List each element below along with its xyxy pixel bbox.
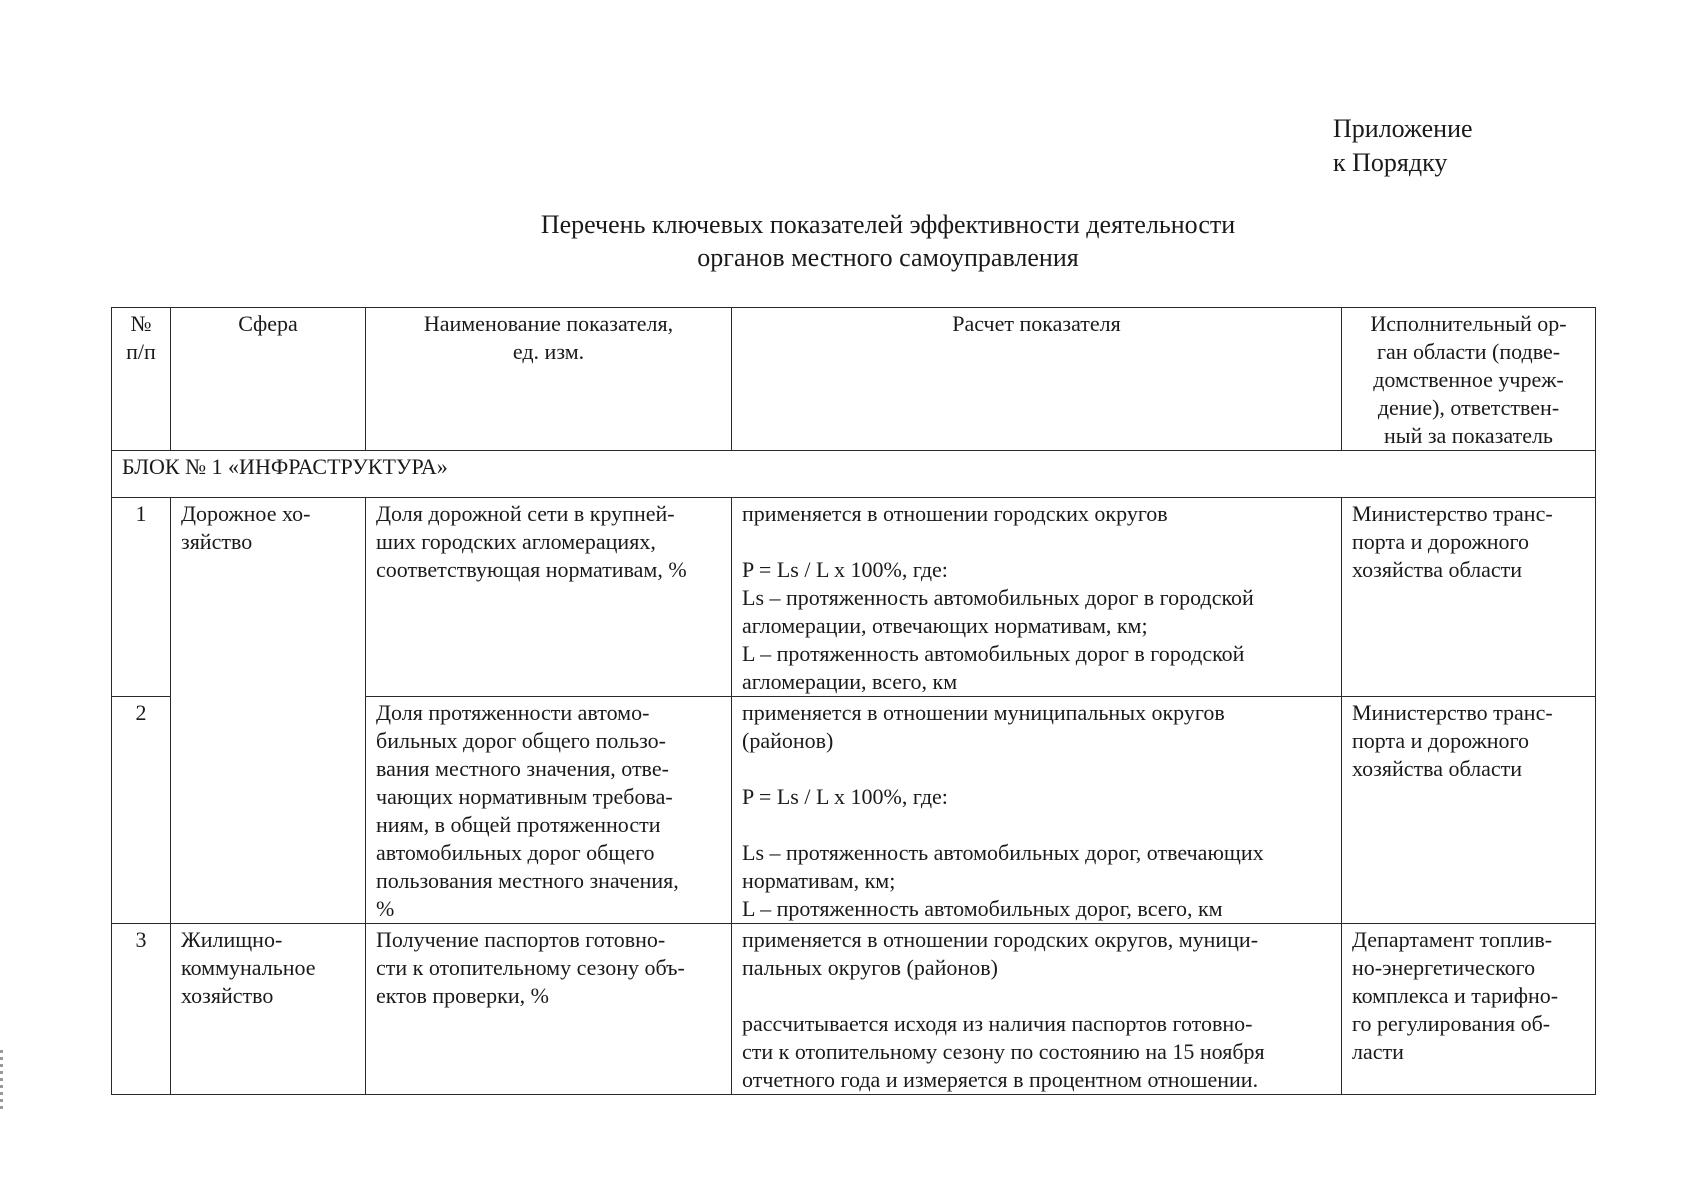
calc-line: L – протяженность автомобильных дорог, всего, км <box>742 896 1223 921</box>
table-row <box>112 924 1596 1095</box>
row-calculation <box>732 924 1342 1095</box>
name-line: пользования местного значения, <box>376 868 679 893</box>
sphere-line: хозяйство <box>181 983 274 1008</box>
org-line: Министерство транс- <box>1352 501 1553 526</box>
calc-line: агломерации, отвечающих нормативам, км; <box>742 613 1148 638</box>
calc-line: агломерации, всего, км <box>742 669 958 694</box>
header-org <box>1342 308 1596 451</box>
calc-spacer <box>742 811 1331 839</box>
title-line-1: Перечень ключевых показателей эффективности деятельности <box>540 210 1236 239</box>
title-line-2: органов местного самоуправления <box>697 243 1079 272</box>
calc-line: отчетного года и измеряется в процентном отношении. <box>742 1067 1259 1092</box>
sphere-line: коммунальное <box>181 955 316 980</box>
name-line: чающих нормативным требова- <box>376 784 673 809</box>
header-calc: Расчет показателя <box>732 308 1342 451</box>
block-title: БЛОК № 1 «ИНФРАСТРУКТУРА» <box>112 451 1596 498</box>
row-sphere <box>171 924 366 1095</box>
appendix-line-1: Приложение <box>1333 114 1473 143</box>
calc-line: Ls – протяженность автомобильных дорог, отвечающих <box>742 840 1264 865</box>
calc-line: применяется в отношении городских округов, муници- <box>742 927 1259 952</box>
row-responsible-org <box>1342 498 1596 697</box>
row-responsible-org <box>1342 924 1596 1095</box>
name-line: % <box>376 896 395 921</box>
header-name <box>366 308 732 451</box>
org-line: Министерство транс- <box>1352 700 1553 725</box>
name-line: сти к отопительному сезону объ- <box>376 955 685 980</box>
appendix-note <box>1333 112 1473 180</box>
calc-line: нормативам, км; <box>742 868 896 893</box>
org-line: порта и дорожного <box>1352 529 1529 554</box>
header-org-line-4: дение), ответствен- <box>1377 395 1560 420</box>
row-responsible-org <box>1342 697 1596 924</box>
header-org-line-1: Исполнительный ор- <box>1370 311 1567 336</box>
header-num-line-2: п/п <box>126 339 156 364</box>
header-org-line-2: ган области (подве- <box>1376 339 1561 364</box>
org-line: комплекса и тарифно- <box>1352 983 1559 1008</box>
document-title <box>0 208 1697 274</box>
row-indicator-name <box>366 697 732 924</box>
row-calculation <box>732 498 1342 697</box>
header-name-line-1: Наименование показателя, <box>423 311 674 336</box>
org-line: хозяйства области <box>1352 756 1523 781</box>
calc-line: применяется в отношении городских округов <box>742 501 1168 526</box>
row-sphere <box>171 498 366 924</box>
org-line: порта и дорожного <box>1352 728 1529 753</box>
calc-formula: P = Ls / L x 100%, где: <box>742 557 948 582</box>
calc-line: сти к отопительному сезону по состоянию на 15 ноября <box>742 1039 1265 1064</box>
name-line: соответствующая нормативам, % <box>376 557 687 582</box>
org-line: но-энергетического <box>1352 955 1536 980</box>
name-line: ших городских агломерациях, <box>376 529 656 554</box>
header-num-line-1: № <box>130 311 152 336</box>
block-row <box>112 451 1596 498</box>
calc-formula: P = Ls / L x 100%, где: <box>742 784 948 809</box>
appendix-line-2: к Порядку <box>1333 148 1448 177</box>
row-indicator-name <box>366 924 732 1095</box>
org-line: хозяйства области <box>1352 557 1523 582</box>
name-line: автомобильных дорог общего <box>376 840 655 865</box>
sphere-line: зяйство <box>181 529 253 554</box>
name-line: Получение паспортов готовно- <box>376 927 666 952</box>
kpi-table <box>111 307 1596 1095</box>
org-line: ласти <box>1352 1039 1404 1064</box>
row-calculation <box>732 697 1342 924</box>
sphere-line: Дорожное хо- <box>181 501 311 526</box>
calc-line: пальных округов (районов) <box>742 955 998 980</box>
calc-spacer <box>742 982 1331 1010</box>
header-sphere: Сфера <box>171 308 366 451</box>
header-num <box>112 308 171 451</box>
table-row <box>112 498 1596 697</box>
org-line: Департамент топлив- <box>1352 927 1553 952</box>
row-num: 1 <box>112 498 171 697</box>
calc-line: L – протяженность автомобильных дорог в городской <box>742 641 1245 666</box>
header-org-line-3: домственное учреж- <box>1373 367 1564 392</box>
row-indicator-name <box>366 498 732 697</box>
name-line: вания местного значения, отве- <box>376 756 669 781</box>
name-line: Доля дорожной сети в крупней- <box>376 501 675 526</box>
calc-line: Ls – протяженность автомобильных дорог в городской <box>742 585 1254 610</box>
name-line: ниям, в общей протяженности <box>376 812 661 837</box>
row-num: 3 <box>112 924 171 1095</box>
calc-line: рассчитывается исходя из наличия паспортов готовно- <box>742 1011 1253 1036</box>
calc-line: (районов) <box>742 728 834 753</box>
table-header-row <box>112 308 1596 451</box>
header-name-line-2: ед. изм. <box>512 339 585 364</box>
calc-spacer <box>742 528 1331 556</box>
org-line: го регулирования об- <box>1352 1011 1551 1036</box>
calc-line: применяется в отношении муниципальных округов <box>742 700 1225 725</box>
sphere-line: Жилищно- <box>181 927 283 952</box>
name-line: Доля протяженности автомо- <box>376 700 650 725</box>
name-line: бильных дорог общего пользо- <box>376 728 667 753</box>
row-num: 2 <box>112 697 171 924</box>
scan-edge-mark <box>0 1050 3 1110</box>
name-line: ектов проверки, % <box>376 983 549 1008</box>
header-org-line-5: ный за показатель <box>1384 423 1553 448</box>
calc-spacer <box>742 755 1331 783</box>
